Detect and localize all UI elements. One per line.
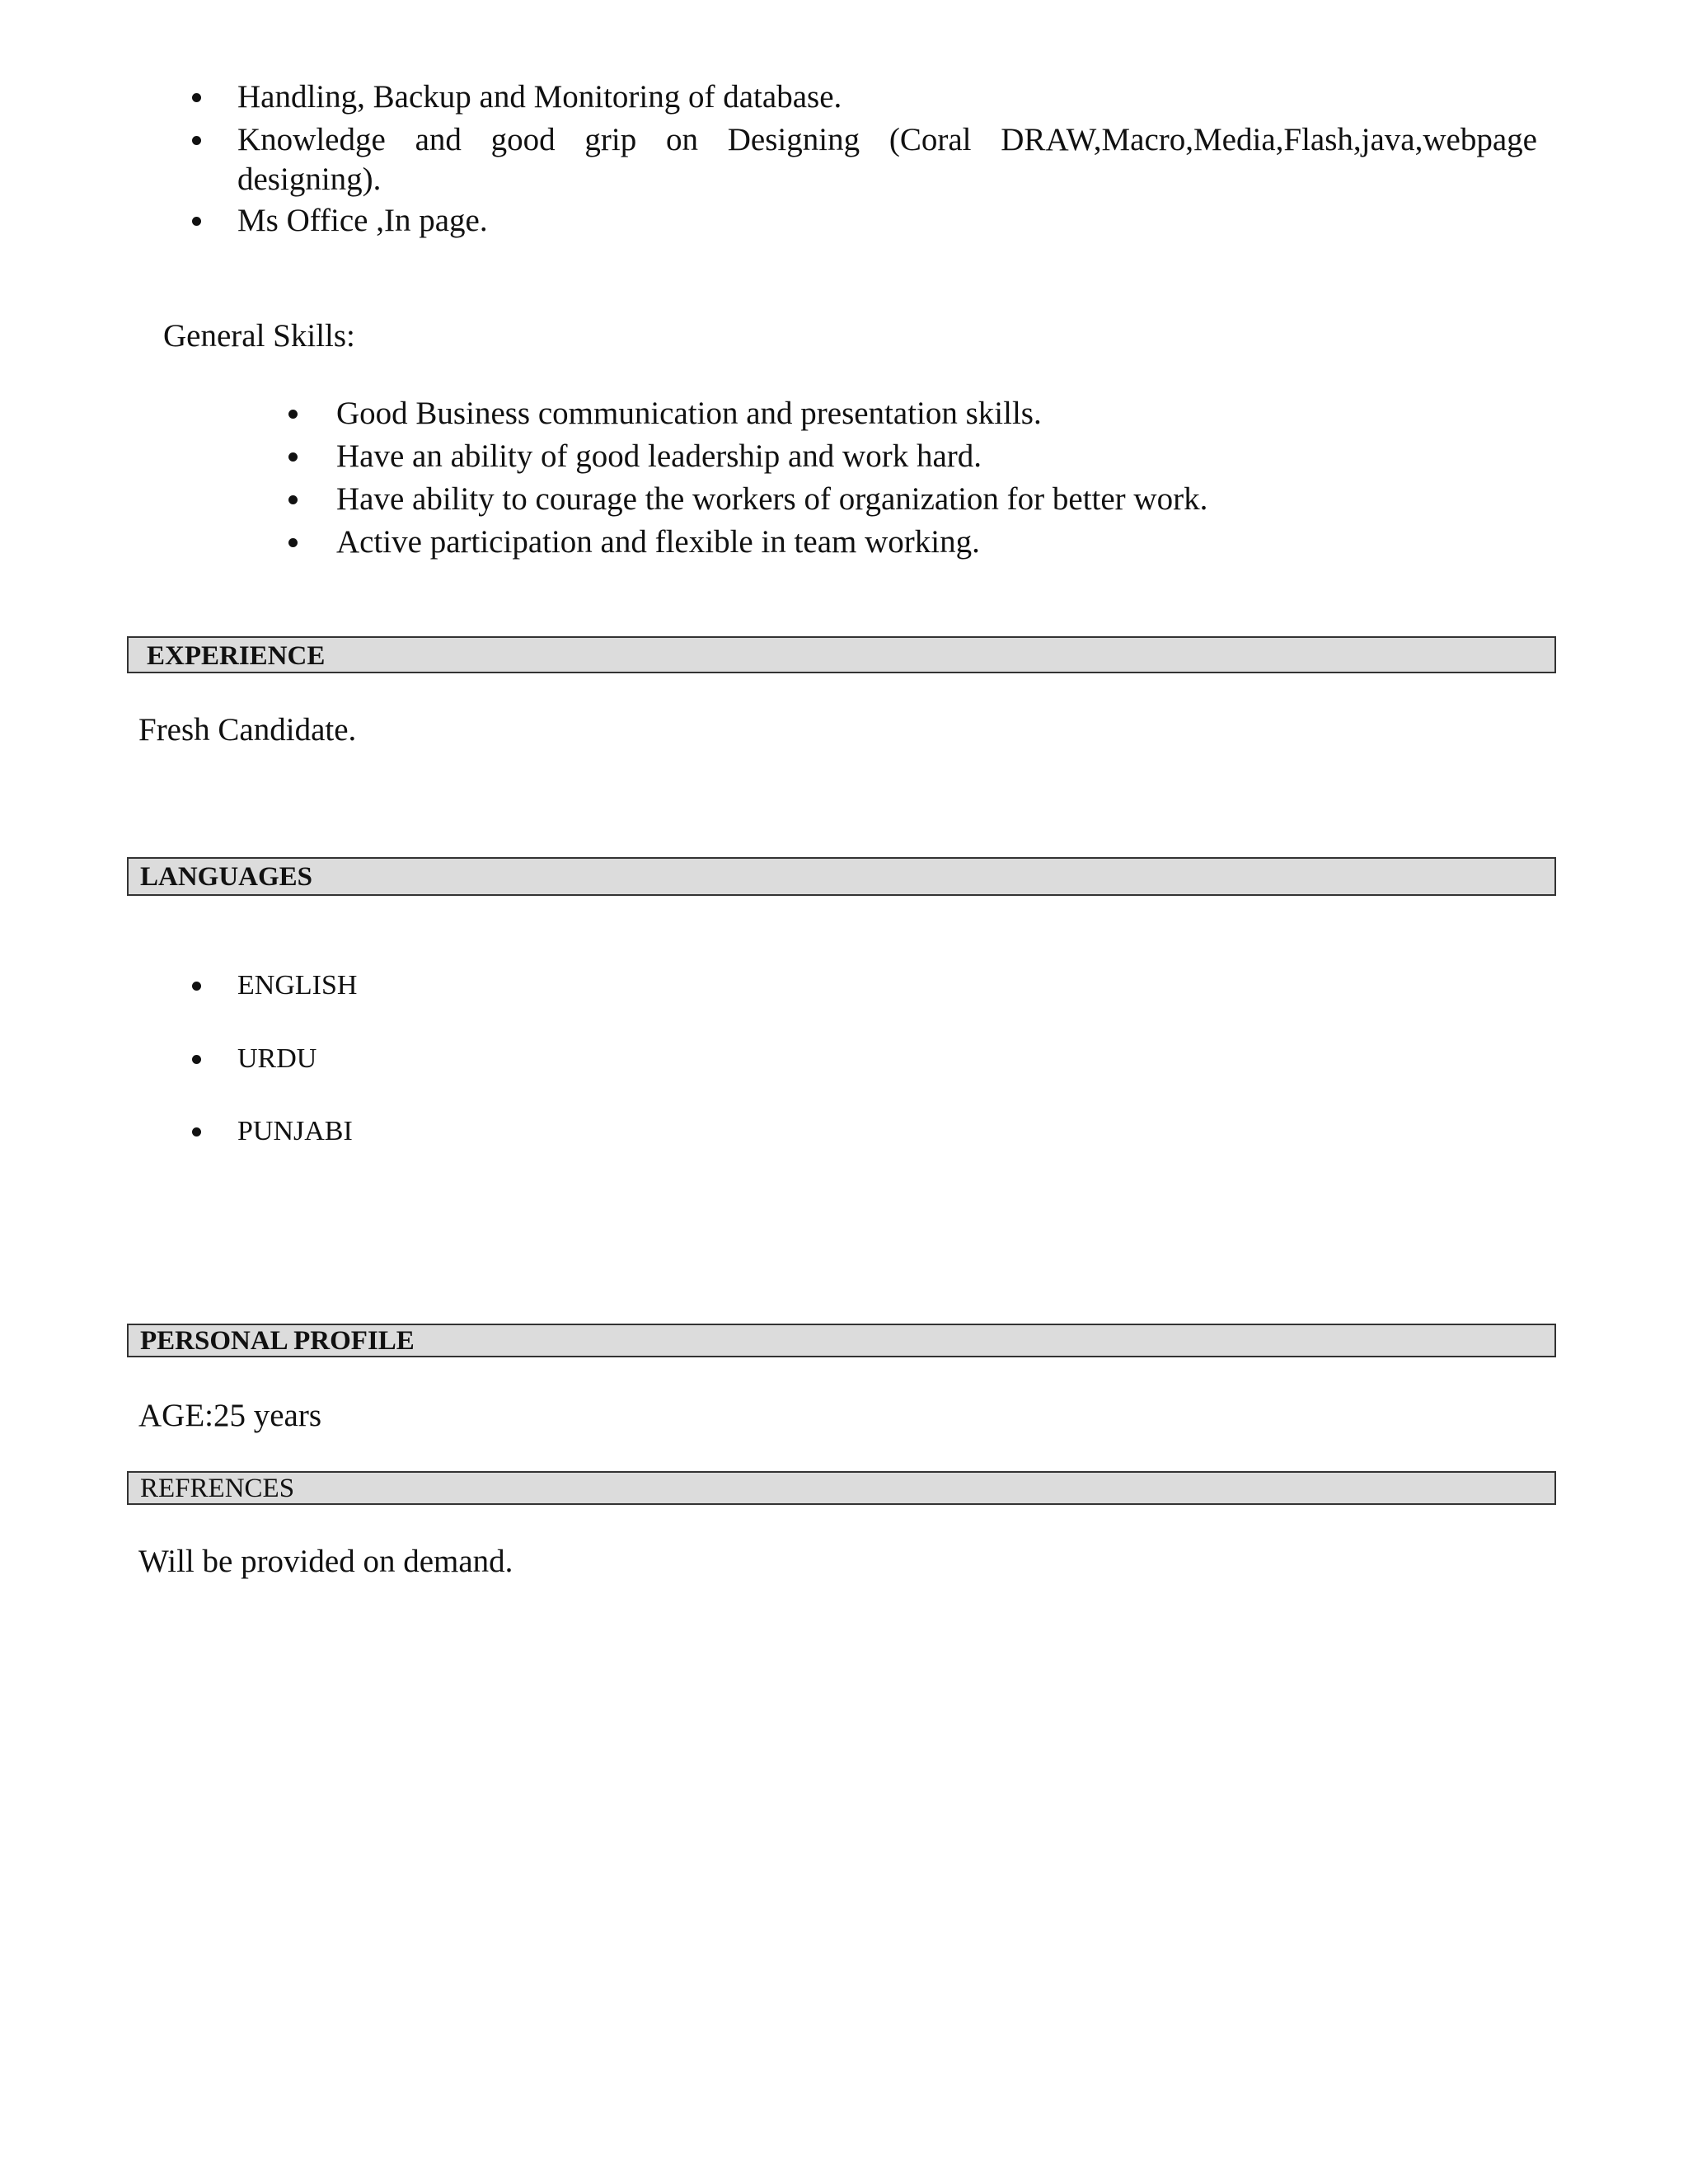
word: Knowledge bbox=[237, 122, 386, 157]
list-item-designing-line2: designing). bbox=[237, 162, 382, 197]
word: good bbox=[490, 122, 556, 157]
list-item: Handling, Backup and Monitoring of database. bbox=[237, 79, 842, 115]
bullet-icon bbox=[192, 136, 201, 145]
personal-profile-section-title: PERSONAL PROFILE bbox=[140, 1326, 415, 1356]
bullet-icon bbox=[288, 495, 298, 504]
word: on bbox=[666, 122, 698, 157]
list-item: Have an ability of good leadership and work hard. bbox=[336, 438, 982, 474]
word: and bbox=[415, 122, 462, 157]
experience-text: Fresh Candidate. bbox=[138, 712, 357, 748]
references-text: Will be provided on demand. bbox=[138, 1544, 513, 1579]
experience-section-title: EXPERIENCE bbox=[147, 641, 326, 671]
bullet-icon bbox=[192, 217, 201, 226]
word: DRAW,Macro,Media,Flash,java,webpage bbox=[1001, 122, 1537, 157]
bullet-icon bbox=[192, 982, 201, 991]
language-item: ENGLISH bbox=[237, 970, 358, 1001]
languages-section-bar bbox=[127, 857, 1556, 896]
word: (Coral bbox=[889, 122, 972, 157]
references-section-title: REFRENCES bbox=[140, 1474, 295, 1503]
bullet-icon bbox=[288, 410, 298, 419]
language-item: URDU bbox=[237, 1043, 317, 1074]
general-skills-heading: General Skills: bbox=[163, 318, 355, 354]
bullet-icon bbox=[288, 452, 298, 462]
bullet-icon bbox=[288, 538, 298, 547]
word: Designing bbox=[727, 122, 860, 157]
list-item: Active participation and flexible in team working. bbox=[336, 524, 980, 560]
list-item: Ms Office ,In page. bbox=[237, 203, 488, 238]
age-text: AGE:25 years bbox=[138, 1398, 322, 1433]
list-item-designing-line1 bbox=[237, 120, 1537, 160]
list-item: Good Business communication and presentation skills. bbox=[336, 396, 1042, 431]
word: grip bbox=[584, 122, 637, 157]
references-section-bar bbox=[127, 1471, 1556, 1505]
bullet-icon bbox=[192, 1055, 201, 1064]
language-item: PUNJABI bbox=[237, 1116, 353, 1146]
list-item: Have ability to courage the workers of organization for better work. bbox=[336, 481, 1208, 517]
experience-section-bar bbox=[127, 636, 1556, 673]
bullet-icon bbox=[192, 1127, 201, 1137]
bullet-icon bbox=[192, 93, 201, 102]
languages-section-title: LANGUAGES bbox=[140, 862, 313, 892]
